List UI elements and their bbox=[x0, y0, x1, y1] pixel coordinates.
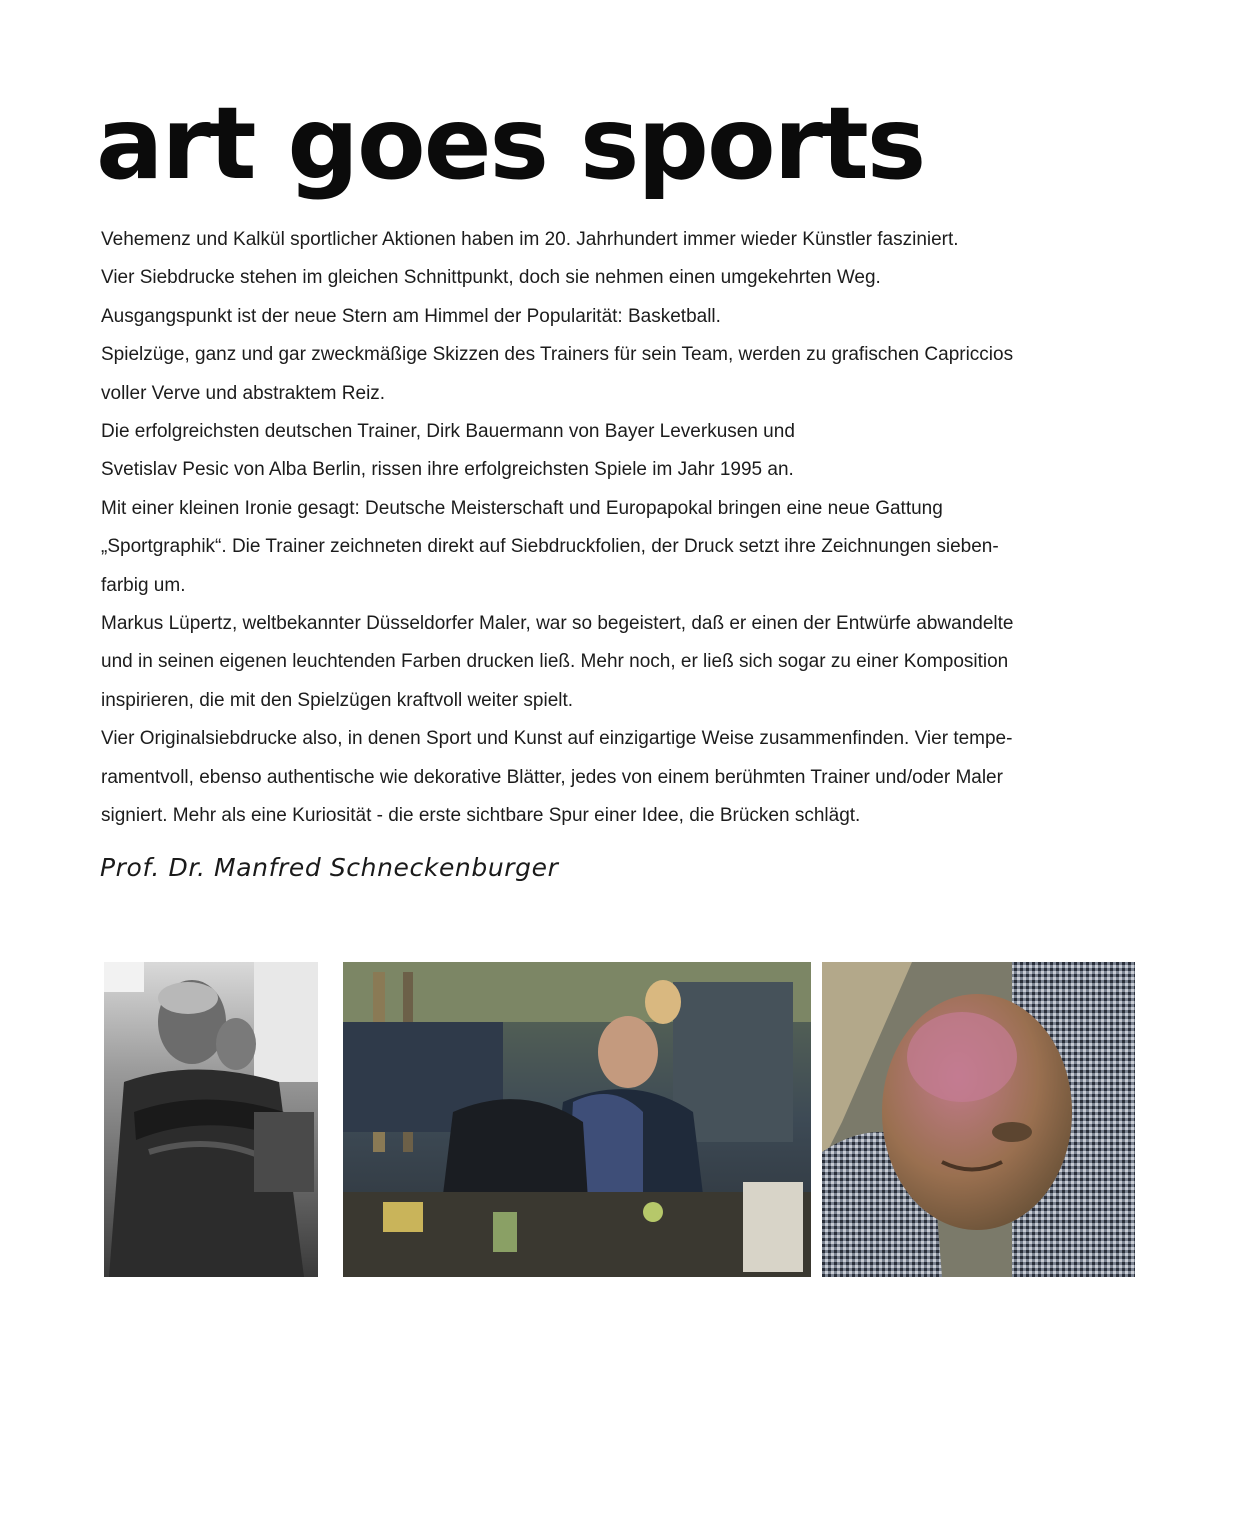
text-line: farbig um. bbox=[101, 574, 186, 596]
text-line: signiert. Mehr als eine Kuriosität - die erste sichtbare Spur einer Idee, die Brücken schlägt. bbox=[101, 805, 861, 827]
text-line: Markus Lüpertz, weltbekannter Düsseldorfer Maler, war so begeistert, daß er einen der Entwürfe abwandelte bbox=[101, 613, 1014, 635]
page-title: art goes sports bbox=[96, 85, 925, 202]
text-line: ramentvoll, ebenso authentische wie dekorative Blätter, jedes von einem berühmten Trainer und/oder Maler bbox=[101, 766, 1003, 788]
portrait-photo bbox=[104, 962, 318, 1277]
body-text bbox=[101, 221, 1161, 836]
text-line: Mit einer kleinen Ironie gesagt: Deutsche Meisterschaft und Europapokal bringen eine neue Gattung bbox=[101, 497, 943, 519]
text-line: Vehemenz und Kalkül sportlicher Aktionen haben im 20. Jahrhundert immer wieder Künstler fasziniert. bbox=[101, 229, 959, 250]
text-line: Die erfolgreichsten deutschen Trainer, Dirk Bauermann von Bayer Leverkusen und bbox=[101, 421, 795, 443]
workshop-photo bbox=[343, 962, 811, 1277]
text-line: voller Verve und abstraktem Reiz. bbox=[101, 382, 386, 404]
text-line: „Sportgraphik“. Die Trainer zeichneten direkt auf Siebdruckfolien, der Druck setzt ihre Zeichnungen sieben- bbox=[101, 536, 999, 558]
closeup-photo bbox=[822, 962, 1135, 1277]
text-line: Svetislav Pesic von Alba Berlin, rissen ihre erfolgreichsten Spiele im Jahr 1995 an. bbox=[101, 459, 794, 481]
author-signature: Prof. Dr. Manfred Schneckenburger bbox=[100, 853, 559, 882]
text-line: und in seinen eigenen leuchtenden Farben drucken ließ. Mehr noch, er ließ sich sogar zu einer Komposition bbox=[101, 651, 1009, 673]
text-line: Ausgangspunkt ist der neue Stern am Himmel der Popularität: Basketball. bbox=[101, 305, 721, 327]
text-line: Spielzüge, ganz und gar zweckmäßige Skizzen des Trainers für sein Team, werden zu grafischen Capriccios bbox=[101, 344, 1014, 366]
text-line: inspirieren, die mit den Spielzügen kraftvoll weiter spielt. bbox=[101, 689, 574, 711]
text-line: Vier Originalsiebdrucke also, in denen Sport und Kunst auf einzigartige Weise zusammenfinden. Vier tempe- bbox=[101, 728, 1013, 750]
text-line: Vier Siebdrucke stehen im gleichen Schnittpunkt, doch sie nehmen einen umgekehrten Weg. bbox=[101, 267, 881, 289]
